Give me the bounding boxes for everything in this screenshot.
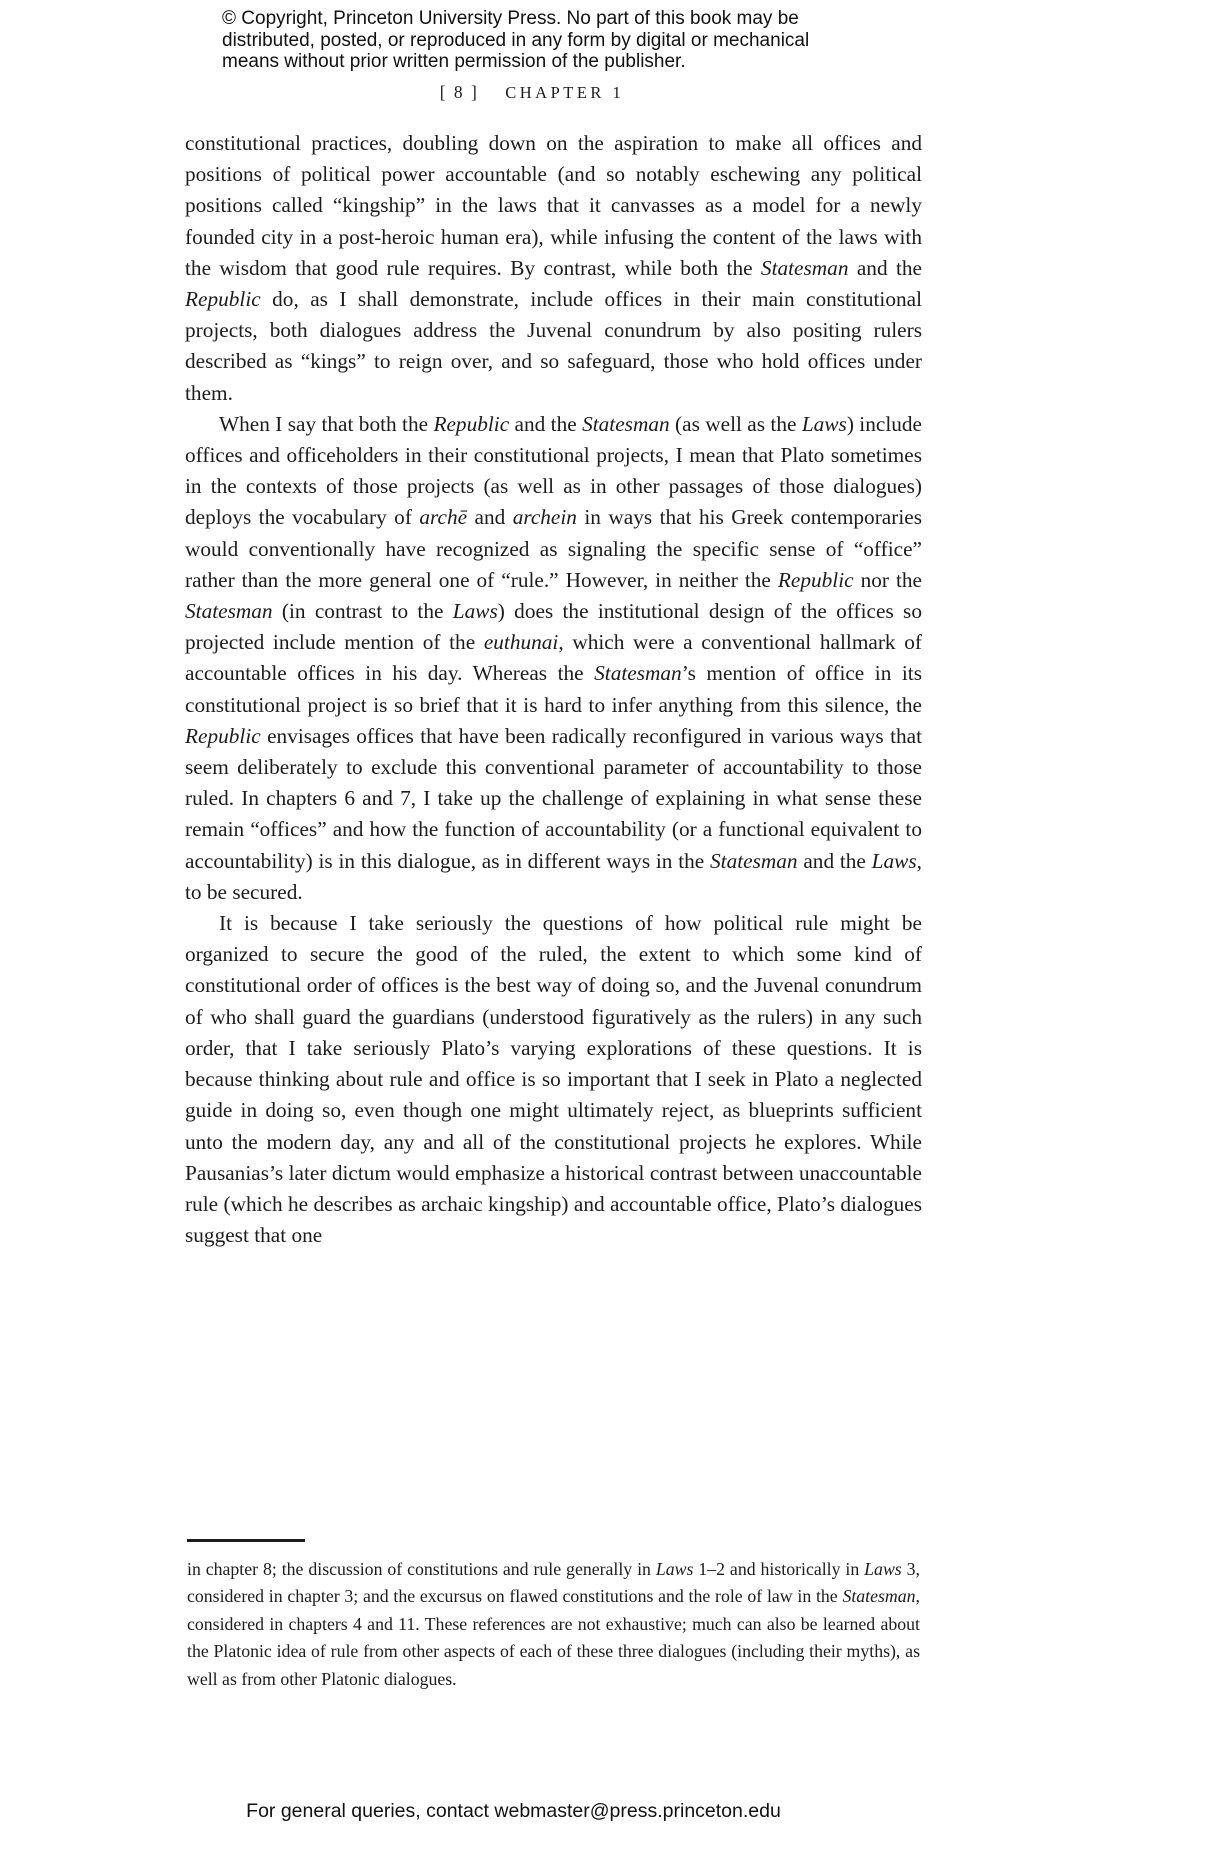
text-run: ’s mention of office in its constitutional project is so brief that it is hard to infer anything from this silence, the	[185, 661, 922, 717]
text-run: 1–2 and historically in	[693, 1559, 865, 1579]
text-run: , considered in chapters 4 and 11. These references are not exhaustive; much can also be learned about the Platonic idea of rule from other aspects of each of these three dialogues (including their myths), as well as from other Platonic dialogues.	[187, 1586, 920, 1689]
italic-run: Statesman	[710, 848, 798, 873]
page-header	[0, 82, 1064, 103]
text-run: It is because I take seriously the questions of how political rule might be organized to secure the good of the ruled, the extent to which some kind of constitutional order of offices is the best way of doing so, and the Juvenal conundrum of who shall guard the guardians (understood figuratively as the rulers) in any such order, that I take seriously Plato’s varying explorations of these questions. It is because thinking about rule and office is so important that I seek in Plato a neglected guide in doing so, even though one might ultimately reject, as blueprints sufficient unto the modern day, any and all of the constitutional projects he explores. While Pausanias’s later dictum would emphasize a historical contrast between unaccountable rule (which he describes as archaic kingship) and accountable office, Plato’s dialogues suggest that one	[185, 911, 922, 1248]
italic-run: Statesman	[760, 255, 849, 280]
italic-run: Statesman	[842, 1586, 916, 1607]
text-run: constitutional practices, doubling down on the aspiration to make all offices and positions of political power accountable (and so notably eschewing any political positions called “kingship” in the laws that it canvasses as a model for a newly founded city in a post-heroic human era), while infusing the content of the laws with the wisdom that good rule requires. By contrast, while both the	[185, 131, 922, 280]
italic-run: Statesman	[582, 411, 670, 436]
text-run: in ways that his Greek contemporaries would conventionally have recognized as signaling the specific sense of “office” rather than the more general one of “rule.” However, in neither the	[185, 505, 922, 592]
text-run: 3, considered in chapter 3; and the excursus on flawed constitutions and the role of law in the	[187, 1559, 920, 1607]
chapter-label: CHAPTER 1	[505, 83, 625, 102]
text-run: in chapter 8; the discussion of constitutions and rule generally in	[187, 1559, 656, 1579]
italic-run: Republic	[185, 723, 261, 748]
text-run: (as well as the	[669, 411, 802, 436]
italic-run: Republic	[185, 287, 261, 312]
italic-run: Statesman	[594, 661, 682, 686]
body-text	[185, 128, 922, 1251]
text-run: , which were a conventional hallmark of accountable offices in his day. Whereas the	[185, 630, 922, 686]
copyright-notice	[222, 8, 842, 73]
italic-run: euthunai	[483, 630, 559, 655]
italic-run: Statesman	[185, 599, 273, 624]
text-run: and the	[848, 255, 922, 280]
italic-run: Laws	[452, 599, 498, 624]
footnote-rule	[187, 1539, 305, 1542]
copyright-line: © Copyright, Princeton University Press. No part of this book may be	[222, 8, 799, 29]
footnote-text	[187, 1556, 920, 1693]
italic-run: Laws	[871, 848, 917, 873]
paragraph	[185, 409, 922, 908]
italic-run: archē	[419, 505, 468, 530]
text-run: and the	[797, 848, 872, 873]
italic-run: Laws	[801, 411, 847, 436]
italic-run: Republic	[777, 567, 854, 592]
text-run: ) does the institutional design of the offices so projected include mention of the	[185, 599, 922, 655]
text-run: , to be secured.	[185, 848, 922, 904]
page-number: [ 8 ]	[439, 82, 479, 102]
italic-run: archein	[512, 505, 577, 530]
footer-contact-line: For general queries, contact webmaster@press.princeton.edu	[246, 1800, 781, 1822]
paragraph	[185, 128, 922, 409]
text-run: ) include offices and officeholders in their constitutional projects, I mean that Plato sometimes in the contexts of those projects (as well as in other passages of those dialogues) deploys the vocabulary of	[185, 411, 922, 530]
text-run: and the	[509, 411, 583, 436]
paragraph	[185, 908, 922, 1251]
text-run: When I say that both the	[219, 411, 434, 436]
text-run: envisages offices that have been radically reconfigured in various ways that seem deliberately to exclude this conventional parameter of accountability to those ruled. In chapters 6 and 7, I take up the challenge of explaining in what sense these remain “offices” and how the function of accountability (or a functional equivalent to accountability) is in this dialogue, as in different ways in the	[185, 723, 922, 873]
text-run: nor the	[853, 567, 922, 592]
italic-run: Republic	[433, 411, 510, 436]
text-run: (in contrast to the	[272, 599, 453, 624]
copyright-line: distributed, posted, or reproduced in any form by digital or mechanical	[222, 29, 810, 51]
text-run: do, as I shall demonstrate, include offices in their main constitutional projects, both dialogues address the Juvenal conundrum by also positing rulers described as “kings” to reign over, and so safeguard, those who hold offices under them.	[185, 287, 922, 405]
text-run: and	[467, 505, 513, 530]
italic-run: Laws	[655, 1559, 694, 1579]
copyright-line: means without prior written permission of the publisher.	[222, 51, 686, 72]
italic-run: Laws	[864, 1559, 902, 1579]
